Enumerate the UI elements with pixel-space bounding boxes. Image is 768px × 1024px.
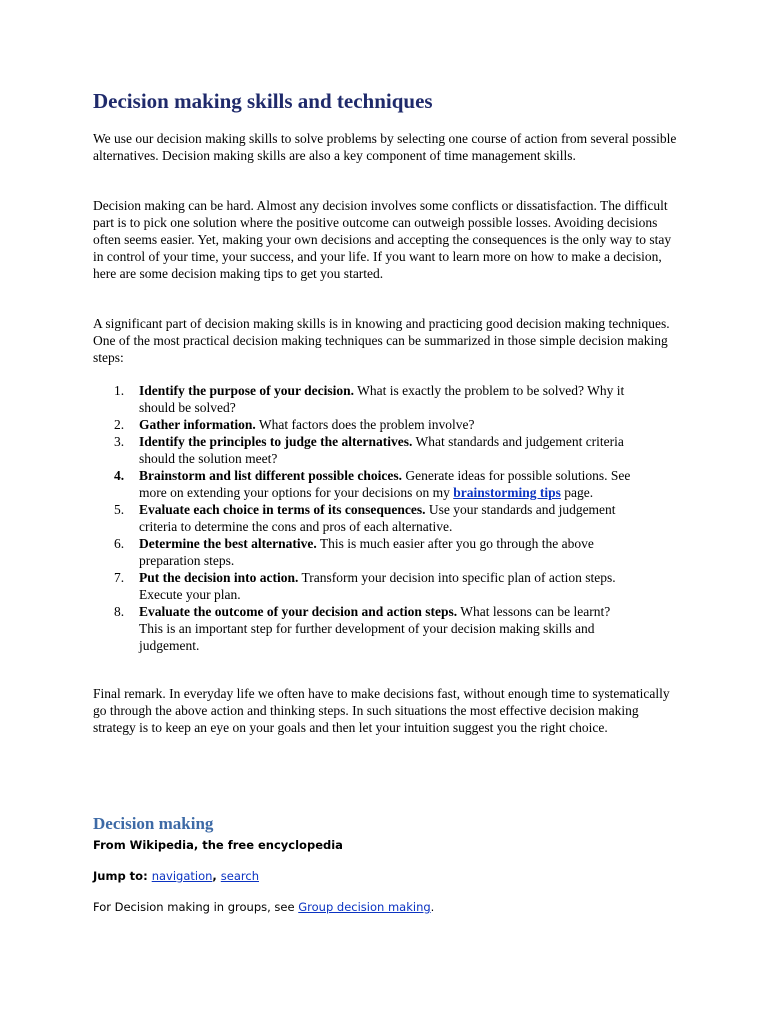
brainstorming-tips-link[interactable]: brainstorming tips (453, 485, 561, 500)
final-remark-paragraph: Final remark. In everyday life we often have to make decisions fast, without enough time to systematically go through the above action and thinking steps. In such situations the most effective decision making strategy is to keep an eye on your goals and then let your intuition suggest you the right choice. (93, 686, 670, 735)
step-title: Brainstorm and list different possible choices. (139, 468, 402, 483)
list-item-number: 3. (114, 434, 125, 449)
wiki-heading: Decision making (93, 814, 214, 833)
disambiguation-suffix: . (430, 900, 435, 914)
step-title: Gather information. (139, 417, 256, 432)
jump-to-line (93, 869, 259, 884)
list-item (93, 382, 633, 416)
list-item (93, 433, 633, 467)
disambiguation-line (93, 900, 434, 915)
disambiguation-prefix: For Decision making in groups, see (93, 900, 299, 914)
difficulty-paragraph: Decision making can be hard. Almost any decision involves some conflicts or dissatisfaction. The difficult part is to pick one solution where the positive outcome can outweigh possible losses. Avoiding decisions often seems easier. Yet, making your own decisions and accepting the consequences is the only way to stay in control of your time, your success, and your life. If you want to learn more on how to make a decision, here are some decision making tips to get you started. (93, 198, 672, 281)
wiki-source-line: From Wikipedia, the free encyclopedia (93, 838, 343, 852)
step-title: Identify the purpose of your decision. (139, 383, 355, 398)
step-text: What is exactly the problem to be solved? Why it should be solved? (139, 383, 625, 415)
list-item-number: 6. (114, 536, 125, 551)
list-item (93, 603, 633, 654)
list-item-number: 2. (114, 417, 125, 432)
list-item (93, 535, 633, 569)
jump-to-label: Jump to: (93, 869, 152, 883)
search-link[interactable]: search (220, 869, 259, 883)
intro-paragraph: We use our decision making skills to solve problems by selecting one course of action from several possible alternatives. Decision making skills are also a key component of time management skills. (93, 131, 677, 163)
navigation-link[interactable]: navigation (151, 869, 213, 883)
step-text: What factors does the problem involve? (255, 417, 475, 432)
step-title: Identify the principles to judge the alternatives. (139, 434, 413, 449)
list-item (93, 467, 633, 501)
step-text: Generate ideas for possible solutions. See more on extending your options for your decisions on my (139, 468, 631, 500)
list-item (93, 416, 633, 433)
techniques-paragraph: A significant part of decision making skills is in knowing and practicing good decision making techniques. One of the most practical decision making techniques can be summarized in those simple decision making steps: (93, 316, 670, 365)
list-item (93, 569, 633, 603)
group-decision-making-link[interactable]: Group decision making (298, 900, 431, 914)
step-title: Put the decision into action. (139, 570, 299, 585)
list-item (93, 501, 633, 535)
step-text: What lessons can be learnt? This is an important step for further development of your decision making skills and judgement. (139, 604, 611, 653)
jump-separator: , (212, 869, 221, 883)
decision-steps-list (93, 382, 633, 654)
step-text-after: page. (560, 485, 594, 500)
step-text: Transform your decision into specific plan of action steps. Execute your plan. (139, 570, 616, 602)
list-item-number: 7. (114, 570, 125, 585)
list-item-number: 4. (114, 468, 125, 483)
step-title: Evaluate the outcome of your decision and action steps. (139, 604, 458, 619)
step-title: Determine the best alternative. (139, 536, 317, 551)
step-text: This is much easier after you go through the above preparation steps. (139, 536, 594, 568)
step-title: Evaluate each choice in terms of its consequences. (139, 502, 426, 517)
page-title: Decision making skills and techniques (93, 89, 433, 113)
list-item-number: 8. (114, 604, 125, 619)
step-text: What standards and judgement criteria should the solution meet? (139, 434, 624, 466)
list-item-number: 1. (114, 383, 125, 398)
step-text: Use your standards and judgement criteria to determine the cons and pros of each alternative. (139, 502, 616, 534)
list-item-number: 5. (114, 502, 125, 517)
